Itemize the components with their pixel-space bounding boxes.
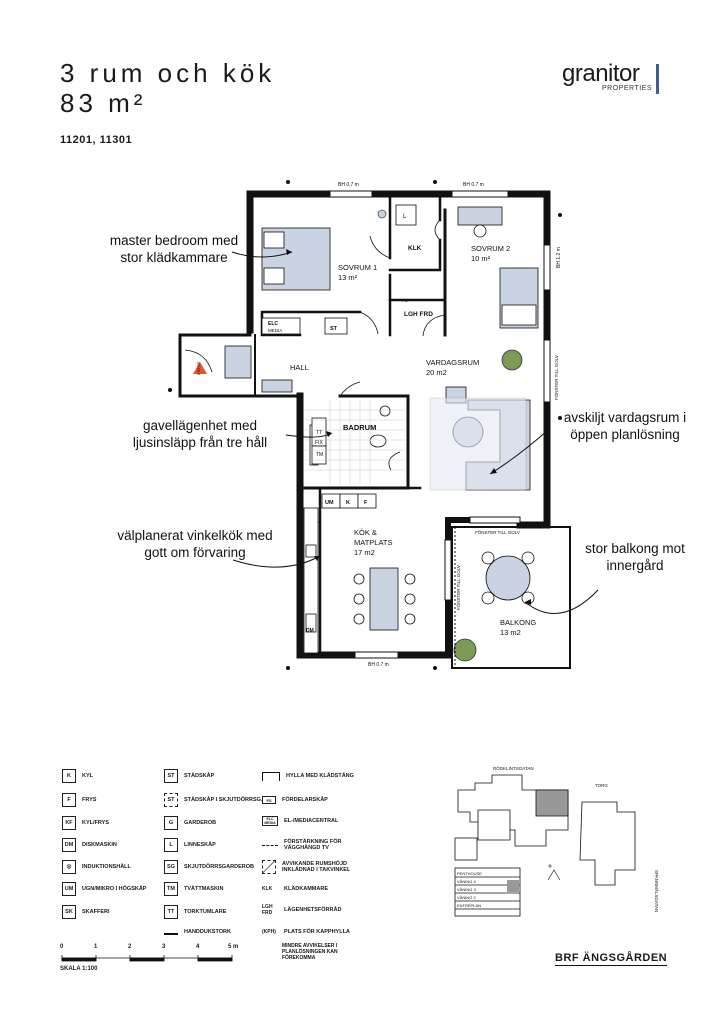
legend-row <box>62 881 146 897</box>
scale-tick-0: 0 <box>60 944 64 950</box>
mark-tm: TM <box>316 452 324 458</box>
fonster-balkong: FÖNSTER TILL GOLV <box>475 530 520 535</box>
site-floor-3: VÅNING 3 <box>457 887 476 892</box>
callout-balkong-text: stor balkong mot innergård <box>585 541 685 573</box>
plant-icon-balcony <box>454 639 476 661</box>
legend-row <box>164 904 226 920</box>
hall-bench <box>225 346 251 378</box>
page-title-line2: 83 m² <box>60 88 147 118</box>
room-hall: HALL <box>290 363 309 372</box>
room-sovrum1-name: SOVRUM 1 <box>338 263 378 272</box>
site-street-right: SPANNMÅLSGATAN <box>654 870 659 913</box>
legend-text: LINNESKÅP <box>184 842 216 848</box>
scale-tick-4: 4 <box>196 944 200 950</box>
legend-row <box>164 881 223 897</box>
ceiling-height-icon <box>262 860 276 874</box>
legend-code: ELC MEDIA <box>262 816 278 826</box>
plant-icon <box>502 350 522 370</box>
mark-um: UM <box>325 500 334 506</box>
room-sovrum2-area: 10 m² <box>471 254 491 263</box>
unit-numbers: 11201, 11301 <box>60 134 133 146</box>
legend-code: F <box>62 793 76 807</box>
callout-gavel <box>120 417 280 451</box>
legend-text: TORKTUMLARE <box>184 909 227 915</box>
site-street-top: RÖDKLINTSGATAN <box>493 766 534 771</box>
room-badrum: BADRUM <box>343 423 377 432</box>
callout-kok <box>110 527 280 561</box>
mark-fs: FS <box>402 298 408 303</box>
legend-row <box>62 837 117 853</box>
scale-tick-1: 1 <box>94 944 98 950</box>
legend-row <box>164 924 231 940</box>
mark-l: L <box>403 214 407 220</box>
scale-label: SKALA 1:100 <box>60 966 98 972</box>
site-plan <box>455 775 635 916</box>
legend-text: FRYS <box>82 797 97 803</box>
callout-vardagsrum <box>555 409 695 443</box>
legend-text: TVÄTTMASKIN <box>184 886 224 892</box>
legend-row <box>262 768 354 784</box>
legend-row <box>262 881 328 897</box>
legend-code: K <box>62 769 76 783</box>
legend-code: DM <box>62 838 76 852</box>
legend-text: FÖRDELARSKÅP <box>282 797 328 803</box>
room-lgh-frd: LGH FRD <box>404 311 433 318</box>
legend-code: LGH FRD <box>262 904 273 916</box>
legend-code: TM <box>164 882 178 896</box>
legend-code: ST <box>164 769 178 783</box>
scale-tick-2: 2 <box>128 944 132 950</box>
arrow-balkong <box>525 590 598 614</box>
site-floor-4: VÅNING 4 <box>457 879 476 884</box>
legend-code: FS <box>262 796 276 804</box>
legend-row <box>164 768 214 784</box>
legend-code: KF <box>62 816 76 830</box>
mark-entrance: ENTRÉ <box>196 361 201 375</box>
callout-master-text: master bedroom med stor klädkammare <box>109 233 239 265</box>
room-kok-name2: MATPLATS <box>354 538 393 547</box>
bh-top-left: BH 0.7 m <box>338 182 359 188</box>
legend-code: TT <box>164 905 178 919</box>
fonster-right: FÖNSTER TILL GOLV <box>554 355 559 400</box>
mark-st: ST <box>330 326 338 332</box>
callout-balkong <box>585 540 685 574</box>
legend-text: DISKMASKIN <box>82 842 117 848</box>
legend-text: UGN/MIKRO I HÖGSKÅP <box>82 886 147 892</box>
mark-dm: DM <box>306 628 314 634</box>
legend-code: SG <box>164 860 178 874</box>
scale-bar <box>62 955 232 961</box>
legend-text: GARDEROB <box>184 820 217 826</box>
room-klk: KLK <box>408 245 422 252</box>
legend-row <box>62 815 109 831</box>
towel-rail-icon <box>164 929 178 935</box>
mark-fix: FIX <box>315 440 323 446</box>
legend-row <box>164 837 216 853</box>
site-floor-2: VÅNING 2 <box>457 895 476 900</box>
legend-text: KYL/FRYS <box>82 820 109 826</box>
room-vardagsrum-name: VARDAGSRUM <box>426 358 480 367</box>
fonster-kok: FÖNSTER TILL GOLV <box>456 565 461 610</box>
legend-code: ST <box>164 793 178 807</box>
scale-tick-3: 3 <box>162 944 166 950</box>
bh-bottom: BH 0.7 m <box>368 662 389 668</box>
room-kok-area: 17 m2 <box>354 548 375 557</box>
callout-vardagsrum-text: avskiljt vardagsrum i öppen planlösning <box>563 410 687 442</box>
legend-row <box>262 856 352 878</box>
legend-text: KLÄDKAMMARE <box>284 886 328 892</box>
tv-mount-icon <box>262 845 278 846</box>
site-floor-penthouse: PENTHOUSE <box>457 871 482 876</box>
legend-text: FÖRSTÄRKNING FÖR VÄGGHÄNGD TV <box>284 839 342 851</box>
legend-row <box>62 768 93 784</box>
legend-row <box>164 859 254 875</box>
mark-media: MEDIA <box>268 328 283 333</box>
site-floor-entre: ENTRÉPLAN <box>457 903 482 908</box>
logo-word: granitor <box>562 60 640 87</box>
callout-gavel-text: gavellägenhet med ljusinsläpp från tre håll <box>132 418 268 450</box>
wc <box>370 435 386 447</box>
induction-icon: ◎ <box>62 860 76 874</box>
legend-code: G <box>164 816 178 830</box>
room-balkong-area: 13 m2 <box>500 628 521 637</box>
legend-row <box>262 924 350 940</box>
legend-code: (KPH) <box>262 929 276 935</box>
mark-f: F <box>364 500 368 506</box>
page-title-line1: 3 rum och kök <box>60 58 276 88</box>
legend-text: INDUKTIONSHÄLL <box>82 864 131 870</box>
legend-text: STÄDSKÅP I SKJUTDÖRRSG. <box>184 797 263 803</box>
legend-row <box>62 792 96 808</box>
legend-row <box>164 792 262 808</box>
mark-elc: ELC <box>268 321 278 327</box>
legend-code: L <box>164 838 178 852</box>
room-vardagsrum-area: 20 m2 <box>426 368 447 377</box>
legend-text: LÄGENHETSFÖRRÅD <box>284 907 342 913</box>
room-balkong-name: BALKONG <box>500 618 537 627</box>
balcony-table <box>486 556 530 600</box>
legend-text: SKJUTDÖRRSGARDEROB <box>184 864 254 870</box>
site-torg: TORG <box>595 783 608 788</box>
legend-code: KLK <box>262 886 273 892</box>
mark-k: K <box>346 500 350 506</box>
legend-row <box>262 834 344 856</box>
room-sovrum2-name: SOVRUM 2 <box>471 244 511 253</box>
legend-note: MINDRE AVVIKELSER I PLANLÖSNINGEN KAN FÖREKOMMA <box>282 943 338 961</box>
scale-tick-5: 5 m <box>228 944 239 950</box>
legend-code: SK <box>62 905 76 919</box>
bh-top-right: BH 0.7 m <box>463 182 484 188</box>
legend-code: UM <box>62 882 76 896</box>
legend-row <box>164 815 216 831</box>
legend-text: HYLLA MED KLÄDSTÅNG <box>286 773 354 779</box>
bh-right: BH 1.2 m <box>556 247 562 268</box>
mark-tt: TT <box>316 430 323 436</box>
room-sovrum1-area: 13 m² <box>338 273 358 282</box>
logo-sub: PROPERTIES <box>602 85 652 92</box>
dining-table <box>370 568 398 630</box>
legend-text: STÄDSKÅP <box>184 773 215 779</box>
room-kok-name: KÖK & <box>354 528 377 537</box>
legend-row <box>62 859 131 875</box>
desk-sovrum2 <box>458 207 502 225</box>
brf-name: BRF ÄNGSGÅRDEN <box>555 952 668 964</box>
legend-text: HANDDUKSTORK <box>184 929 231 935</box>
hanger-rail-icon <box>262 772 280 781</box>
legend-text: PLATS FÖR KAPPHYLLA <box>284 929 350 935</box>
hall-shelf <box>262 380 292 392</box>
callout-kok-text: välplanerat vinkelkök med gott om förvaring <box>117 528 273 560</box>
legend-text: SKAFFERI <box>82 909 110 915</box>
legend-row <box>262 813 338 829</box>
callout-master <box>104 232 244 266</box>
legend-text: EL-/MEDIACENTRAL <box>284 818 339 824</box>
legend-row <box>62 904 110 920</box>
legend-text: KYL <box>82 773 93 779</box>
legend-text: AVVIKANDE RUMSHÖJD INKLÄDNAD I TAKVINKEL <box>282 861 351 873</box>
legend-row <box>262 792 328 808</box>
legend-row <box>262 902 341 918</box>
